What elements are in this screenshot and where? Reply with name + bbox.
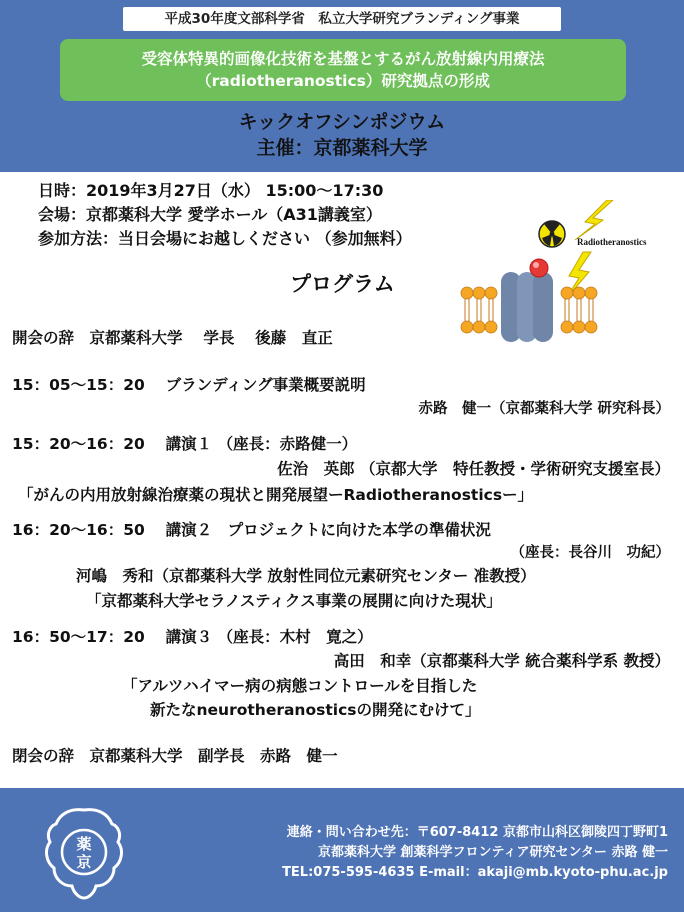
svg-text:薬: 薬 [76,835,92,853]
session-3-time: 16：20～16：50 講演２ プロジェクトに向けた本学の準備状況 [12,521,491,539]
program-heading: プログラム [290,272,395,296]
program-badge: 平成30年度文部科学省 私立大学研究ブランディング事業 [123,7,561,31]
university-emblem-icon [40,800,128,902]
session-1-speaker: 赤路 健一（京都薬科大学 研究科長） [418,401,670,417]
research-title-line2: （radiotheranostics）研究拠点の形成 [196,72,490,90]
lightning-bolt-icon [575,200,613,240]
session-4-title-line1: 「アルツハイマー病の病態コントロールを目指した [122,677,478,695]
diagram-label: Radiotheranostics [577,237,647,247]
session-4-title-line2: 新たなneurotheranosticsの開発にむけて」 [150,701,481,719]
footer-contact [0,788,684,912]
receptor-icon [501,272,553,342]
svg-text:京: 京 [76,853,92,871]
contact-center: 京都薬科大学 創薬科学フロンティア研究センター 赤路 健一 [317,845,668,860]
research-title-line1: 受容体特異的画像化技術を基盤とするがん放射線内用療法 [141,50,545,68]
radiotheranostics-diagram [457,200,679,350]
contact-address: 連絡・問い合わせ先：〒607-8412 京都市山科区御陵四丁野町1 [286,825,668,840]
event-venue: 会場：京都薬科大学 愛学ホール（A31講義室） [38,205,382,224]
session-3-chair: （座長：長谷川 功紀） [510,545,670,561]
session-2-title: 「がんの内用放射線治療薬の現状と開発展望ーRadiotheranosticsー」 [18,486,534,504]
radiation-icon [539,221,565,247]
event-datetime: 日時：2019年3月27日（水） 15:00～17:30 [38,181,384,200]
participation-info: 参加方法：当日会場にお越しください （参加無料） [38,229,412,248]
session-2-time: 15：20～16：20 講演１ （座長：赤路健一） [12,435,358,453]
session-4-speaker: 高田 和幸（京都薬科大学 統合薬科学系 教授） [333,652,670,670]
session-3-title: 「京都薬科大学セラノスティクス事業の展開に向けた現状」 [86,592,502,610]
organizer: 主催：京都薬科大学 [256,137,428,159]
radioligand-sphere [530,259,548,277]
header-banner [0,0,684,172]
contact-tel-email: TEL:075-595-4635 E-mail：akaji@mb.kyoto-phu.ac.jp [282,865,668,880]
session-2-speaker: 佐治 英郎 （京都大学 特任教授・学術研究支援室長） [277,460,670,478]
session-4-time: 16：50～17：20 講演３ （座長：木村 寛之） [12,628,373,646]
closing-remarks: 閉会の辞 京都薬科大学 副学長 赤路 健一 [12,747,338,765]
session-3-speaker: 河嶋 秀和（京都薬科大学 放射性同位元素研究センター 准教授） [76,567,536,585]
opening-remarks: 開会の辞 京都薬科大学 学長 後藤 直正 [12,329,333,347]
event-title: キックオフシンポジウム [238,111,446,133]
session-1-time: 15：05～15：20 ブランディング事業概要説明 [12,376,366,394]
research-title-box [60,39,626,101]
